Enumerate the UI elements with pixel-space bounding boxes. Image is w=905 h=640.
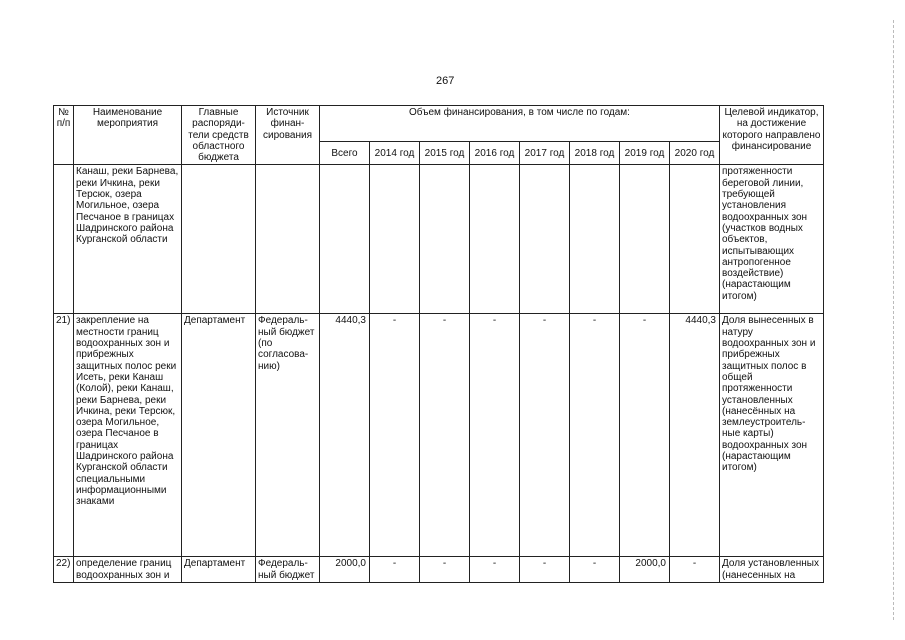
header-managers: Главные распоряди-тели средств областного бюджета	[182, 106, 256, 165]
cell-year: -	[570, 314, 620, 557]
cell-source	[256, 165, 320, 314]
cell-year	[670, 165, 720, 314]
header-year: 2015 год	[420, 142, 470, 165]
header-year: 2020 год	[670, 142, 720, 165]
cell-year	[620, 165, 670, 314]
cell-no	[54, 165, 74, 314]
cell-target: Доля вынесенных в натуру водоохранных зон и прибрежных защитных полос в общей протяженности установленных (нанесённых на землеустроитель-ные карты) водоохранных зон (нарастающим итогом)	[720, 314, 824, 557]
cell-year: -	[470, 314, 520, 557]
scan-edge-line	[893, 20, 894, 620]
cell-total: 4440,3	[320, 314, 370, 557]
table-row	[54, 557, 824, 583]
cell-year: -	[570, 557, 620, 583]
cell-year: -	[520, 557, 570, 583]
cell-no: 22)	[54, 557, 74, 583]
cell-target: протяженности береговой линии, требующей установления водоохранных зон (участков водных объектов, испытывающих антропогенное воздействие) (нарастающим итогом)	[720, 165, 824, 314]
cell-year: 2000,0	[620, 557, 670, 583]
table-row	[54, 314, 824, 557]
cell-year	[370, 165, 420, 314]
cell-target: Доля установленных (нанесенных на	[720, 557, 824, 583]
header-source: Источник финан-сирования	[256, 106, 320, 165]
cell-no: 21)	[54, 314, 74, 557]
cell-year	[420, 165, 470, 314]
cell-manager: Департамент	[182, 314, 256, 557]
cell-manager	[182, 165, 256, 314]
header-name: Наименование мероприятия	[74, 106, 182, 165]
header-no: № п/п	[54, 106, 74, 165]
cell-name: Канаш, реки Барнева, реки Ичкина, реки Терсюк, озера Могильное, озера Песчаное в границах Шадринского района Курганской области	[74, 165, 182, 314]
cell-year: -	[670, 557, 720, 583]
cell-year: -	[370, 314, 420, 557]
cell-year: -	[470, 557, 520, 583]
header-volume: Объем финансирования, в том числе по годам:	[320, 106, 720, 142]
cell-source: Федераль-ный бюджет (по согласова-нию)	[256, 314, 320, 557]
cell-total: 2000,0	[320, 557, 370, 583]
cell-total	[320, 165, 370, 314]
header-year: 2017 год	[520, 142, 570, 165]
cell-year	[470, 165, 520, 314]
page-number: 267	[436, 75, 455, 87]
cell-name: закрепление на местности границ водоохранных зон и прибрежных защитных полос реки Исеть, реки Канаш (Колой), реки Канаш, реки Барнева, реки Ичкина, реки Терсюк, озера Могильное, озера Песчаное в границах Шадринского района Курганской области специальными информационными знаками	[74, 314, 182, 557]
cell-year	[520, 165, 570, 314]
header-total: Всего	[320, 142, 370, 165]
table-row	[54, 165, 824, 314]
funding-table	[53, 105, 824, 583]
cell-manager: Департамент	[182, 557, 256, 583]
cell-year: -	[620, 314, 670, 557]
cell-year: -	[420, 314, 470, 557]
cell-year: -	[520, 314, 570, 557]
header-year: 2018 год	[570, 142, 620, 165]
cell-source: Федераль-ный бюджет	[256, 557, 320, 583]
header-year: 2019 год	[620, 142, 670, 165]
cell-year: -	[420, 557, 470, 583]
header-target: Целевой индикатор, на достижение которого направлено финансирование	[720, 106, 824, 165]
cell-year: -	[370, 557, 420, 583]
cell-name: определение границ водоохранных зон и	[74, 557, 182, 583]
cell-year: 4440,3	[670, 314, 720, 557]
header-year: 2016 год	[470, 142, 520, 165]
header-row	[54, 106, 824, 142]
header-year: 2014 год	[370, 142, 420, 165]
cell-year	[570, 165, 620, 314]
